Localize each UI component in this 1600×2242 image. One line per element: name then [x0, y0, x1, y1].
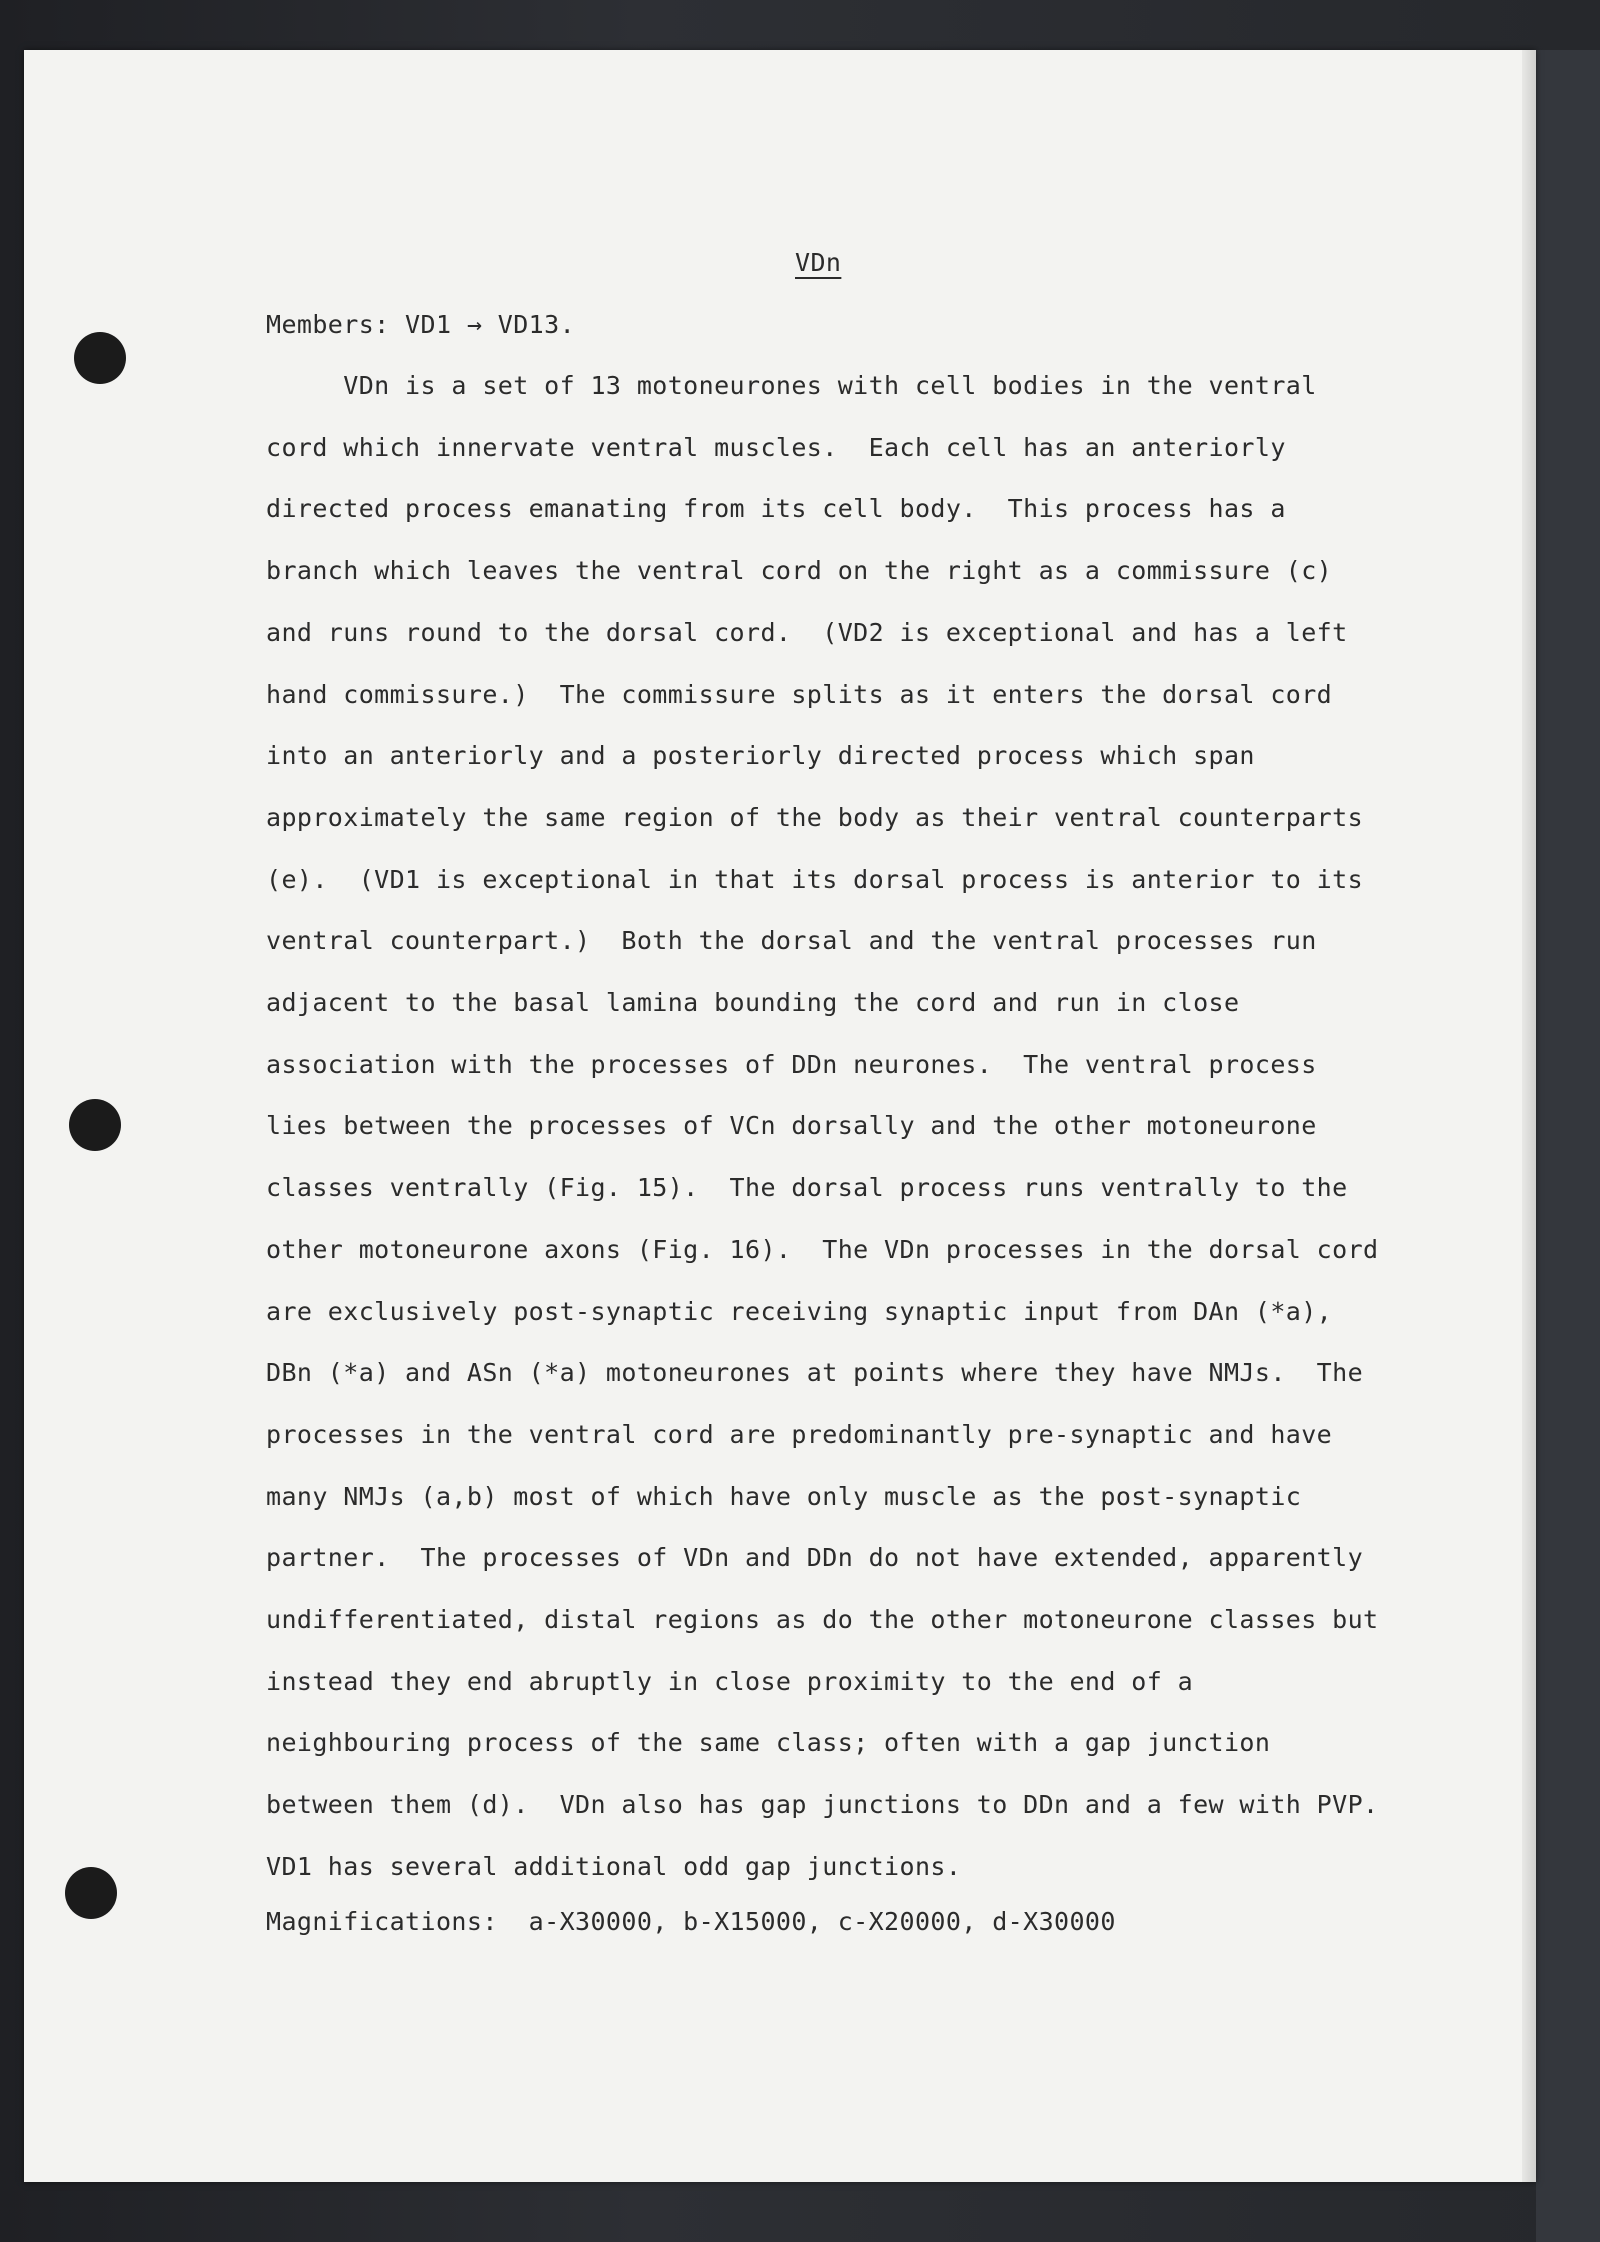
body-line: lies between the processes of VCn dorsally and the other motoneurone [266, 1111, 1317, 1140]
body-line: (e). (VD1 is exceptional in that its dorsal process is anterior to its [266, 865, 1364, 894]
body-line: into an anteriorly and a posteriorly directed process which span [266, 741, 1255, 770]
body-line: neighbouring process of the same class; often with a gap junction [266, 1728, 1271, 1757]
body-line: directed process emanating from its cell body. This process has a [266, 494, 1286, 523]
body-line: and runs round to the dorsal cord. (VD2 is exceptional and has a left [266, 618, 1348, 647]
body-line: VD1 has several additional odd gap junctions. [266, 1852, 962, 1881]
body-line: association with the processes of DDn neurones. The ventral process [266, 1050, 1317, 1079]
body-line: partner. The processes of VDn and DDn do not have extended, apparently [266, 1543, 1364, 1572]
punch-hole-top [74, 332, 126, 384]
body-line: are exclusively post-synaptic receiving synaptic input from DAn (*a), [266, 1297, 1333, 1326]
scanner-edge [1536, 50, 1600, 2242]
punch-hole-bottom [65, 1867, 117, 1919]
body-line: VDn is a set of 13 motoneurones with cell bodies in the ventral [266, 371, 1317, 400]
body-line: cord which innervate ventral muscles. Each cell has an anteriorly [266, 433, 1286, 462]
magnifications-line: Magnifications: a-X30000, b-X15000, c-X20000, d-X30000 [266, 1907, 1116, 1936]
body-line: hand commissure.) The commissure splits as it enters the dorsal cord [266, 680, 1333, 709]
body-line: other motoneurone axons (Fig. 16). The VDn processes in the dorsal cord [266, 1235, 1379, 1264]
body-line: approximately the same region of the body as their ventral counterparts [266, 803, 1364, 832]
body-line: DBn (*a) and ASn (*a) motoneurones at points where they have NMJs. The [266, 1358, 1364, 1387]
members-line: Members: VD1 → VD13. [266, 310, 576, 339]
body-line: undifferentiated, distal regions as do the other motoneurone classes but [266, 1605, 1379, 1634]
body-line: processes in the ventral cord are predominantly pre-synaptic and have [266, 1420, 1333, 1449]
body-line: many NMJs (a,b) most of which have only muscle as the post-synaptic [266, 1482, 1302, 1511]
body-line: adjacent to the basal lamina bounding the cord and run in close [266, 988, 1240, 1017]
page-edge [1522, 50, 1536, 2182]
body-line: between them (d). VDn also has gap junctions to DDn and a few with PVP. [266, 1790, 1379, 1819]
body-line: classes ventrally (Fig. 15). The dorsal process runs ventrally to the [266, 1173, 1348, 1202]
body-line: branch which leaves the ventral cord on the right as a commissure (c) [266, 556, 1333, 585]
body-line: ventral counterpart.) Both the dorsal and the ventral processes run [266, 926, 1317, 955]
punch-hole-middle [69, 1099, 121, 1151]
body-line: instead they end abruptly in close proximity to the end of a [266, 1667, 1194, 1696]
page-title: VDn [795, 248, 842, 277]
